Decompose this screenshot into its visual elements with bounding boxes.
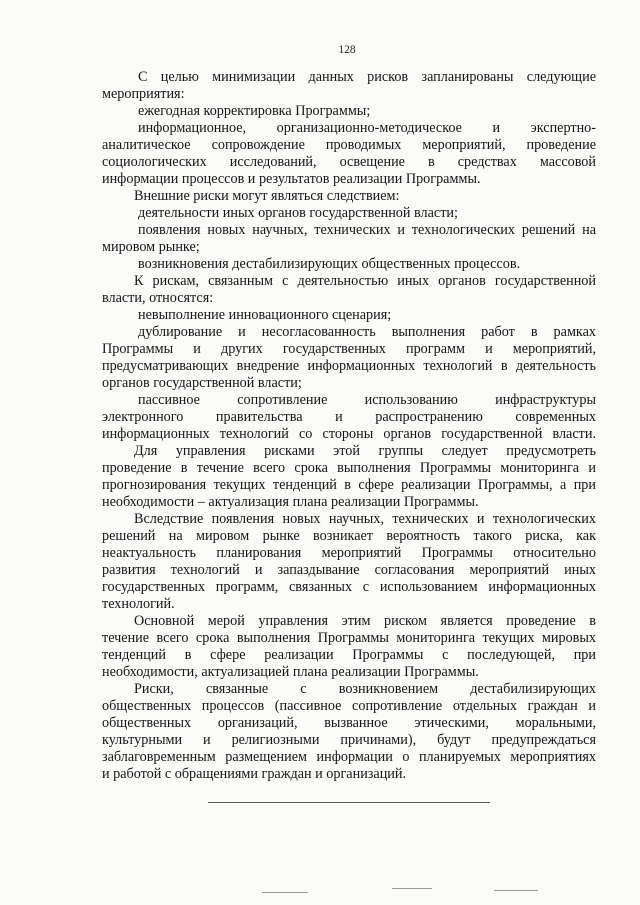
closing-rule	[208, 802, 490, 803]
text-line: социологических исследований, освещение в средствах массовой	[102, 154, 596, 170]
text-line: проведение в течение всего срока выполнения Программы мониторинга и	[102, 460, 596, 476]
text-line: ежегодная корректировка Программы;	[138, 103, 371, 119]
text-line: течение всего срока выполнения Программы мониторинга текущих мировых	[102, 630, 596, 646]
text-line: мировом рынке;	[102, 239, 200, 255]
text-line: информационное, организационно-методическое и экспертно-	[138, 120, 596, 136]
text-line: прогнозирования текущих тенденций в сфере реализации Программы, а при	[102, 477, 596, 493]
text-line: общественных процессов (пассивное сопротивление отдельных граждан и	[102, 698, 596, 714]
text-line: решений на мировом рынке возникает вероятность такого риска, как	[102, 528, 596, 544]
text-line: тенденций в сфере реализации Программы с последующей, при	[102, 647, 596, 663]
scan-artifact	[494, 890, 538, 891]
text-line: власти, относятся:	[102, 290, 214, 306]
text-line: электронного правительства и распространению современных	[102, 409, 596, 425]
text-line: необходимости – актуализация плана реализации Программы.	[102, 494, 479, 510]
text-line: информации процессов и результатов реализации Программы.	[102, 171, 481, 187]
text-line: неактуальность планирования мероприятий Программы относительно	[102, 545, 596, 561]
page-number: 128	[338, 44, 356, 56]
text-line: государственных программ, связанных с использованием информационных	[102, 579, 596, 595]
text-line: заблаговременным размещением информации о планируемых мероприятиях	[102, 749, 596, 765]
text-line: Программы и других государственных программ и мероприятий,	[102, 341, 596, 357]
text-line: органов государственной власти;	[102, 375, 302, 391]
text-line: Риски, связанные с возникновением дестабилизирующих	[134, 681, 596, 697]
text-line: и работой с обращениями граждан и организаций.	[102, 766, 407, 782]
scan-artifact	[392, 888, 432, 889]
text-line: предусматривающих внедрение информационных технологий в деятельность	[102, 358, 596, 374]
text-line: С целью минимизации данных рисков запланированы следующие	[138, 69, 596, 85]
text-line: необходимости, актуализацией плана реализации Программы.	[102, 664, 479, 680]
text-line: пассивное сопротивление использованию инфраструктуры	[138, 392, 596, 408]
text-line: мероприятия:	[102, 86, 185, 102]
text-line: появления новых научных, технических и технологических решений на	[138, 222, 596, 238]
text-line: Для управления рисками этой группы следует предусмотреть	[134, 443, 596, 459]
text-line: развития технологий и запаздывание согласования мероприятий иных	[102, 562, 596, 578]
text-line: информационных технологий со стороны органов государственной власти.	[102, 426, 596, 442]
text-line: Основной мерой управления этим риском является проведение в	[134, 613, 596, 629]
text-line: дублирование и несогласованность выполнения работ в рамках	[138, 324, 596, 340]
text-line: деятельности иных органов государственной власти;	[138, 205, 458, 221]
text-line: Вследствие появления новых научных, технических и технологических	[134, 511, 596, 527]
text-line: К рискам, связанным с деятельностью иных органов государственной	[134, 273, 596, 289]
text-line: невыполнение инновационного сценария;	[138, 307, 392, 323]
text-line: общественных организаций, вызванное этическими, моральными,	[102, 715, 596, 731]
scan-artifact	[262, 892, 308, 893]
text-line: культурными и религиозными причинами), будут предупреждаться	[102, 732, 596, 748]
text-line: аналитическое сопровождение проводимых мероприятий, проведение	[102, 137, 596, 153]
text-line: возникновения дестабилизирующих общественных процессов.	[138, 256, 521, 272]
text-line: Внешние риски могут являться следствием:	[134, 188, 400, 204]
text-line: технологий.	[102, 596, 175, 612]
